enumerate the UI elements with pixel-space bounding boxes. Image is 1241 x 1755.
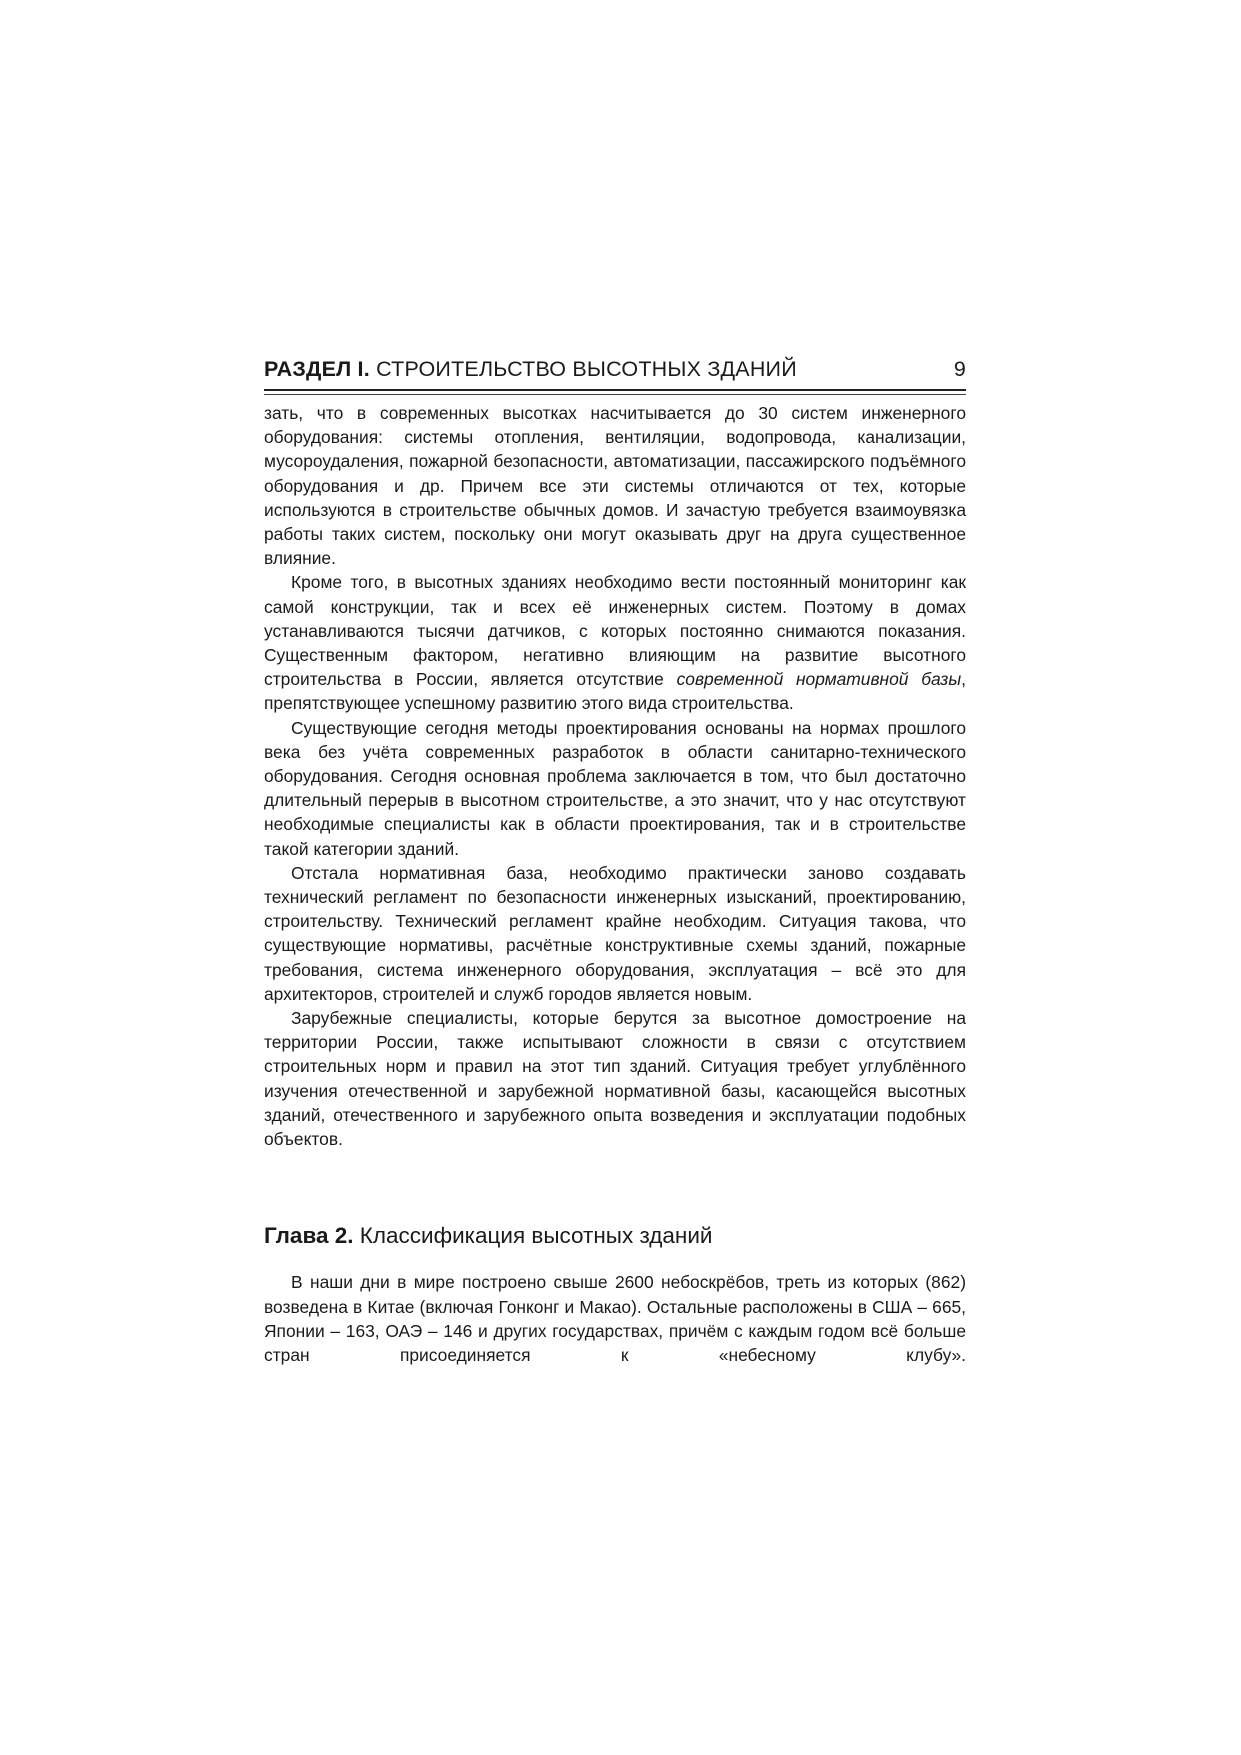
paragraph-monitoring-text-1: Кроме того, в высотных зданиях необходимо вести постоянный мониторинг как самой конструкции, так и всех её инженерных систем. Поэтому в домах устанавливаются тысячи датчиков, с которых постоянно снимаются показания. Существенным фактором, негативно влияющим на развитие высотного строительства в России, является отсутствие (264, 572, 966, 690)
page-number: 9 (953, 357, 966, 381)
header-rule-thin (264, 394, 966, 395)
body-text (264, 401, 966, 1151)
paragraph-foreign-specialists: Зарубежные специалисты, которые берутся за высотное домостроение на территории России, также испытывают сложности в связи с отсутствием строительных норм и правил на этот тип зданий. Ситуация требует углублённого изучения отечественной и зарубежной нормативной базы, касающейся высотных зданий, отечественного и зарубежного опыта возведения и эксплуатации подобных объектов. (264, 1008, 966, 1150)
section-label: РАЗДЕЛ I. (264, 357, 370, 381)
running-head (264, 352, 966, 386)
book-page (264, 352, 966, 1367)
paragraph-skyscraper-stats: В наши дни в мире построено свыше 2600 небоскрёбов, треть из которых (862) возведена в Китае (включая Гонконг и Макао). Остальные расположены в США – 665, Японии – 163, ОАЭ – 146 и других государствах, причём с каждым годом всё больше стран присоединяется к «небесному клубу». (264, 1272, 966, 1365)
paragraph-monitoring-emphasis: современной нормативной базы (676, 669, 962, 690)
paragraph-design-methods: Существующие сегодня методы проектирования основаны на нормах прошлого века без учёта современных разработок в области санитарно-технического оборудования. Сегодня основная проблема заключается в том, что был достаточно длительный перерыв в высотном строительстве, а это значит, что у нас отсутствуют необходимые специалисты как в области проектирования, так и в строительстве такой категории зданий. (264, 717, 966, 859)
chapter-title: Классификация высотных зданий (353, 1223, 713, 1249)
paragraph-monitoring-text-2: , препятствующее успешному развитию этого вида строительства. (264, 669, 966, 714)
chapter-body (264, 1270, 966, 1367)
header-rule-thick (264, 389, 966, 391)
paragraph-monitoring (264, 570, 966, 715)
paragraph-regulations: Отстала нормативная база, необходимо практически заново создавать технический регламент по безопасности инженерных изысканий, проектированию, строительству. Технический регламент крайне необходим. Ситуация такова, что существующие нормативы, расчётные конструктивные схемы зданий, пожарные требования, система инженерного оборудования, эксплуатация – всё это для архитекторов, строителей и служб городов является новым. (264, 862, 966, 1004)
paragraph-continued: зать, что в современных высотках насчитывается до 30 систем инженерного оборудования: системы отопления, вентиляции, водопровода, канализации, мусороудаления, пожарной безопасности, автоматизации, пассажирского подъёмного оборудования и др. Причем все эти системы отличаются от тех, которые используются в строительстве обычных домов. И зачастую требуется взаимоувязка работы таких систем, поскольку они могут оказывать друг на друга существенное влияние. (264, 403, 966, 569)
chapter-heading (264, 1221, 966, 1251)
chapter-number: Глава 2. (264, 1223, 354, 1249)
section-title: СТРОИТЕЛЬСТВО ВЫСОТНЫХ ЗДАНИЙ (369, 357, 797, 381)
